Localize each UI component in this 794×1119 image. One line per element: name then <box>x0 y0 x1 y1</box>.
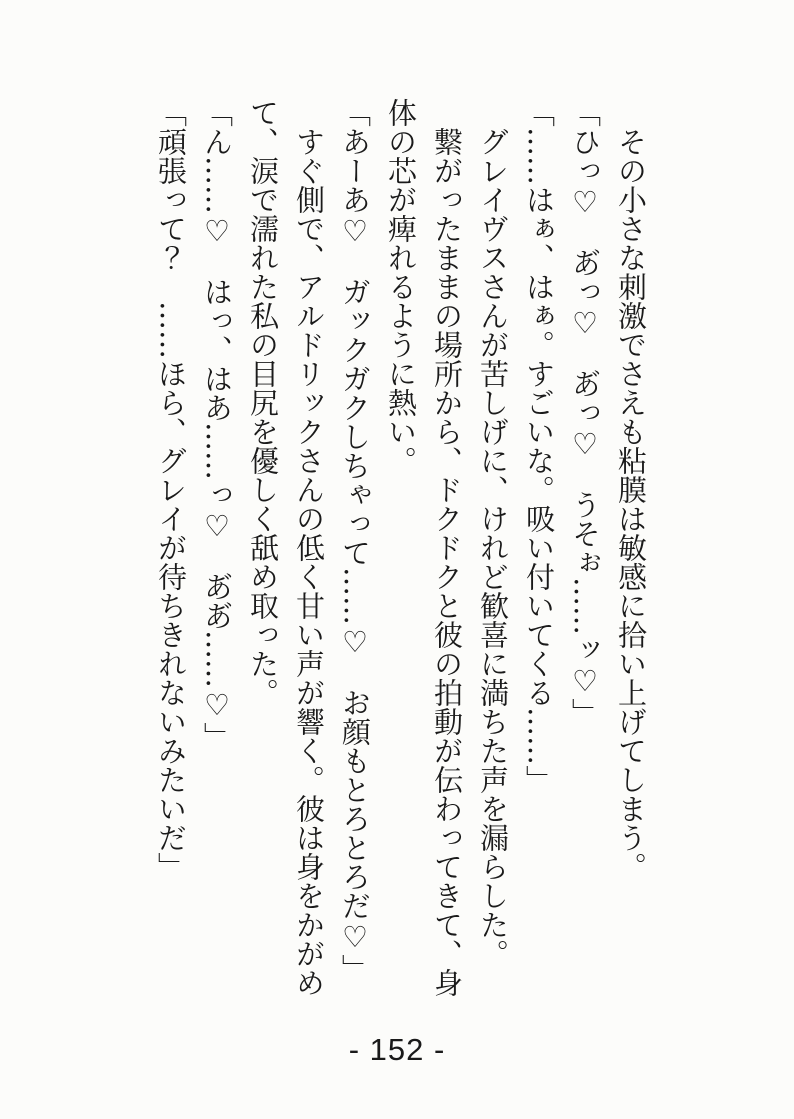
paragraph: グレイヴスさんが苦しげに、けれど歓喜に満ちた声を漏らした。 <box>476 127 510 968</box>
paragraph: 繋がったままの場所から、ドクドクと彼の拍動が伝わってきて、身体の芯が痺れるように熱い。 <box>384 98 464 997</box>
paragraph: 「あーあ♡ ガックガクしちゃって……♡ お顔もとろとろだ♡」 <box>338 98 372 983</box>
page-number: - 152 - <box>348 1032 446 1067</box>
paragraph: 「頑張って？ ……ほら、グレイが待ちきれないみたいだ」 <box>154 98 188 881</box>
text-block <box>148 98 654 997</box>
paragraph: その小さな刺激でさえも粘膜は敏感に拾い上げてしまう。 <box>614 127 648 881</box>
paragraph: すぐ側で、アルドリックさんの低く甘い声が響く。彼は身をかがめて、涙で濡れた私の目尻を優しく舐め取った。 <box>246 98 326 997</box>
paragraph: 「ん……♡ はっ、はあ……っ♡ あ゙あ゙……♡」 <box>200 98 234 751</box>
paragraph: 「ひっ♡ あ゙っ♡ あ゙っ♡ うそぉ……ッ♡」 <box>568 98 602 727</box>
paragraph: 「……はぁ、はぁ。すごいな。吸い付いてくる……」 <box>522 98 556 794</box>
